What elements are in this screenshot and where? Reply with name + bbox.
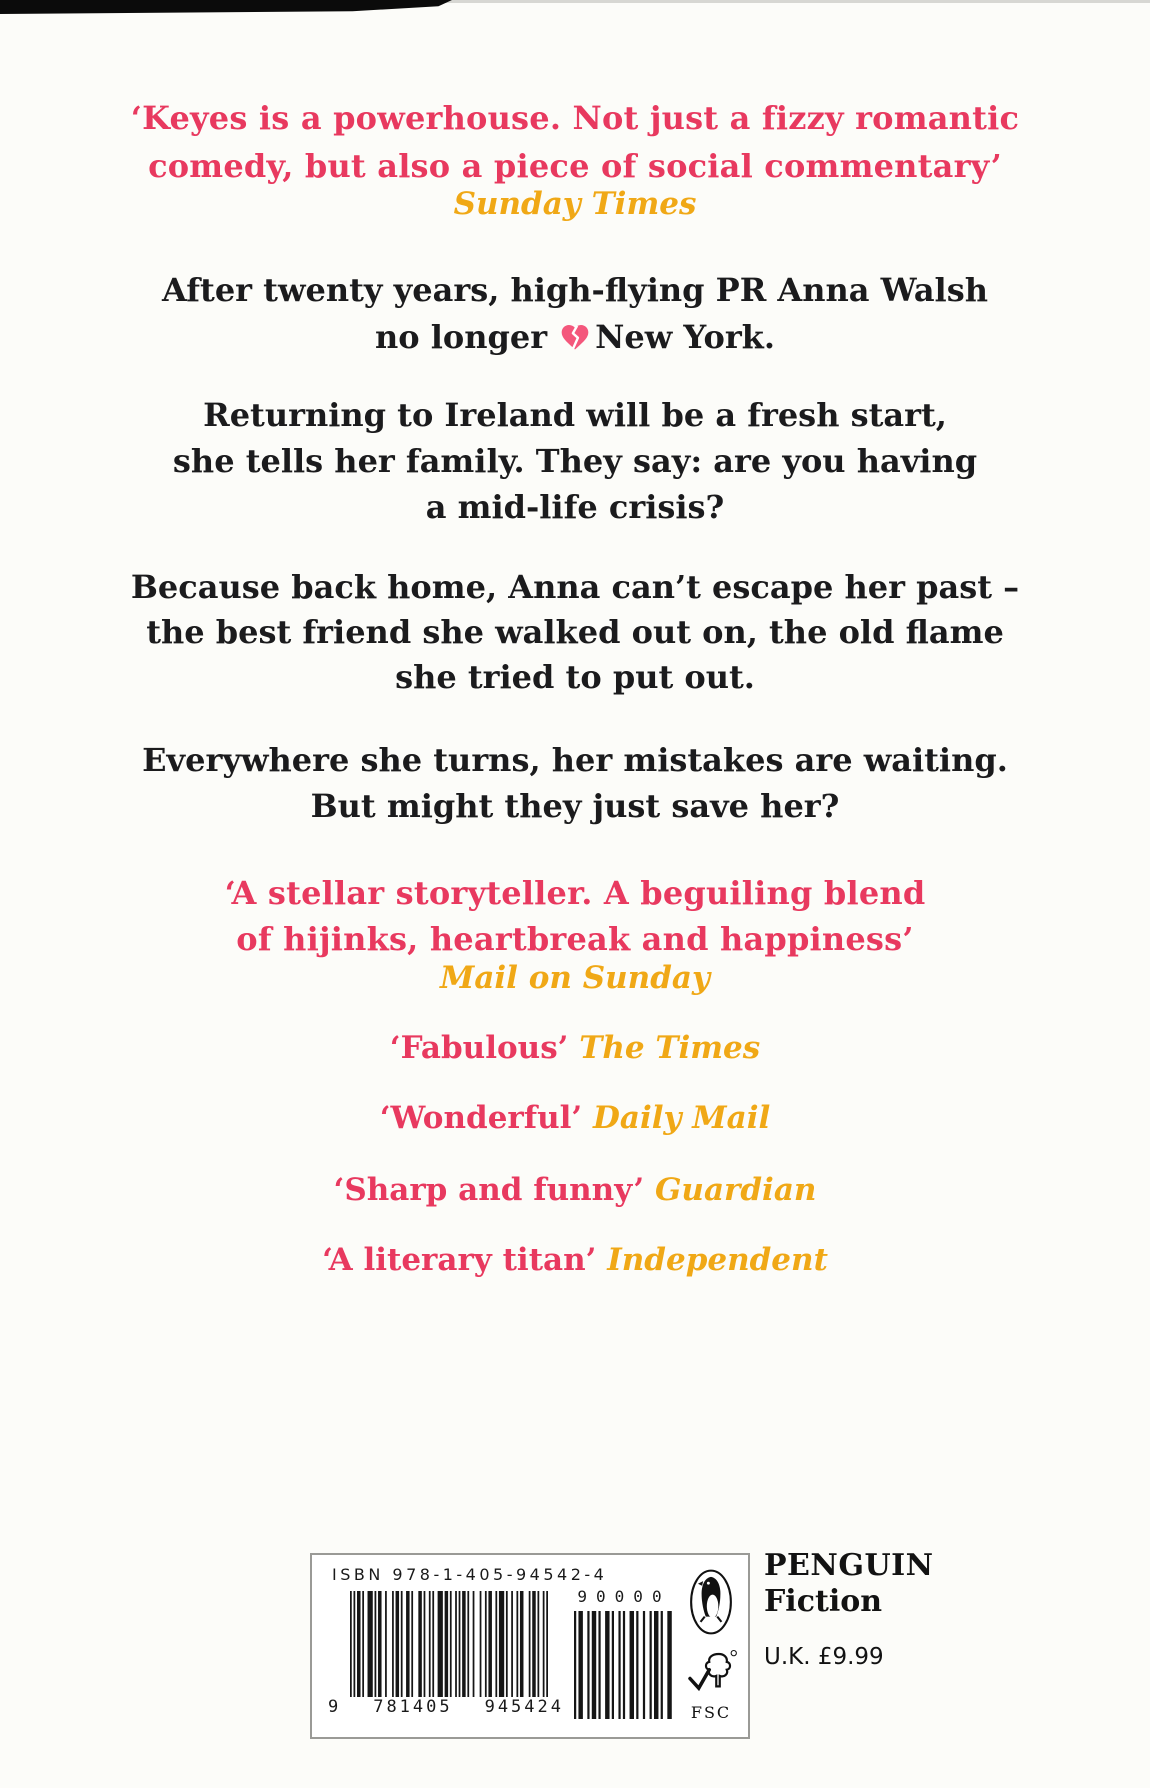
blurb-p3-line3: she tried to put out. (395, 658, 755, 696)
publisher-name: PENGUIN (764, 1548, 934, 1583)
blurb-p1-line1: After twenty years, high-flying PR Anna Walsh (162, 271, 988, 309)
barcode-panel (310, 1553, 750, 1739)
press-quote-dailymail-text: ‘Wonderful’ (379, 1100, 583, 1136)
mid-review-source: Mail on Sunday (440, 960, 710, 996)
blurb-p1-line2-pre: no longer (375, 318, 548, 356)
press-quote-guardian (60, 1172, 1090, 1208)
blurb-paragraph-2 (60, 392, 1090, 530)
fsc-tree-logo (680, 1647, 742, 1722)
penguin-logo (688, 1567, 734, 1641)
price: U.K. £9.99 (764, 1644, 884, 1670)
press-quote-guardian-text: ‘Sharp and funny’ (333, 1172, 645, 1208)
blurb-paragraph-3 (60, 565, 1090, 700)
blurb-p2-line2: she tells her family. They say: are you having (172, 442, 978, 480)
press-quote-dailymail (60, 1100, 1090, 1136)
press-quote-dailymail-source: Daily Mail (592, 1100, 771, 1136)
press-quote-times-text: ‘Fabulous’ (389, 1030, 569, 1066)
press-quote-times-source: The Times (579, 1030, 761, 1066)
supplement-barcode (574, 1611, 674, 1719)
broken-heart-icon (557, 319, 593, 351)
top-review-quote-line2: comedy, but also a piece of social commentary’ (148, 147, 1002, 185)
blurb-p2-line3: a mid-life crisis? (425, 488, 725, 526)
blurb-p3-line2: the best friend she walked out on, the old flame (146, 613, 1004, 651)
blurb-p3-line1: Because back home, Anna can’t escape her past – (130, 568, 1020, 606)
ean13-barcode (350, 1591, 548, 1697)
ean13-digit-lead: 9 (328, 1697, 342, 1717)
blurb-paragraph-1 (60, 267, 1090, 361)
fsc-label: FSC (690, 1703, 732, 1722)
press-quote-independent-text: ‘A literary titan’ (322, 1242, 597, 1278)
press-quote-independent (60, 1242, 1090, 1278)
ean13-digit-group2: 945424 (484, 1697, 564, 1717)
top-review-source: Sunday Times (453, 186, 697, 222)
publisher-imprint: Fiction (764, 1584, 883, 1619)
blurb-p4-line1: Everywhere she turns, her mistakes are waiting. (142, 741, 1008, 779)
blurb-p1-line2 (60, 314, 1090, 361)
supplement-code: 90000 (577, 1587, 671, 1606)
press-quote-independent-source: Independent (607, 1242, 828, 1278)
mid-review-quote-line2: of hijinks, heartbreak and happiness’ (236, 920, 914, 958)
top-review-quote (60, 94, 1090, 190)
mid-review-quote (60, 870, 1090, 962)
ean13-digits (328, 1697, 564, 1717)
blurb-paragraph-4 (60, 737, 1090, 829)
top-review-quote-line1: ‘Keyes is a powerhouse. Not just a fizzy romantic (130, 99, 1020, 137)
blurb-p2-line1: Returning to Ireland will be a fresh start, (203, 396, 947, 434)
press-quote-guardian-source: Guardian (654, 1172, 817, 1208)
scan-dark-strip (0, 0, 452, 14)
mid-review-quote-line1: ‘A stellar storyteller. A beguiling blend (224, 874, 926, 912)
publisher-block (764, 1548, 934, 1670)
ean13-digit-group1: 781405 (373, 1697, 453, 1717)
blurb-p4-line2: But might they just save her? (310, 787, 840, 825)
press-quote-times (60, 1030, 1090, 1066)
blurb-p1-line2-post: New York. (595, 318, 775, 356)
isbn-label: ISBN 978-1-405-94542-4 (332, 1565, 608, 1584)
